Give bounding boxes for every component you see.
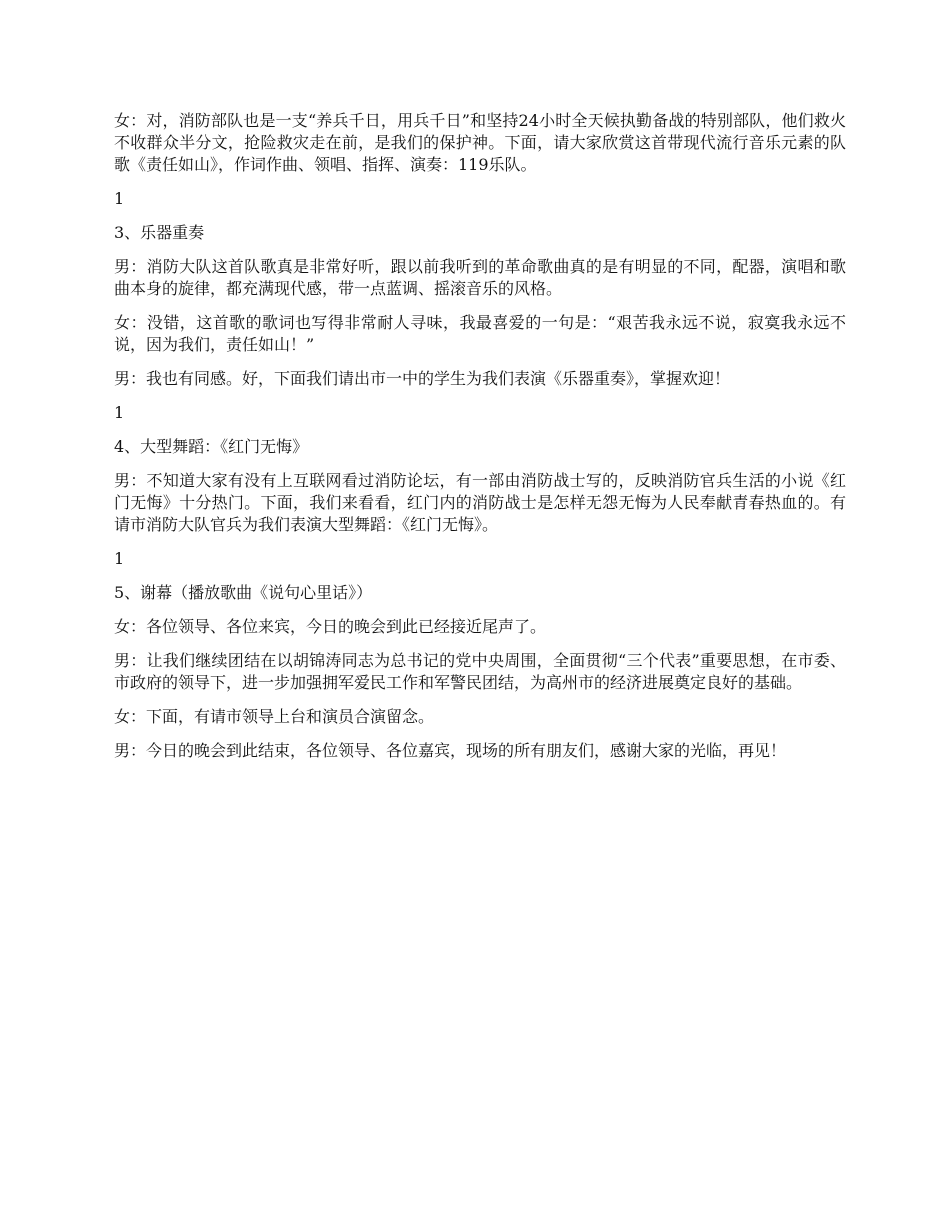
section-heading: 5、谢幕（播放歌曲《说句心里话》）	[114, 583, 373, 602]
section-heading: 3、乐器重奏	[114, 223, 205, 242]
paragraph: 男：我也有同感。好，下面我们请出市一中的学生为我们表演《乐器重奏》，掌握欢迎！	[114, 369, 731, 388]
paragraph: 女：没错，这首歌的歌词也写得非常耐人寻味，我最喜爱的一句是：“艰苦我永远不说，寂寞我永远不说，因为我们，责任如山！”	[114, 313, 846, 354]
paragraph: 女：下面，有请市领导上台和演员合演留念。	[114, 707, 435, 726]
paragraph: 女：对，消防部队也是一支“养兵千日，用兵千日”和坚持24小时全天候执勤备战的特别部队，他们救火不收群众半分文，抢险救灾走在前，是我们的保护神。下面，请大家欣赏这首带现代流行音乐元素的队歌《责任如山》，作词作曲、领唱、指挥、演奏：119乐队。	[114, 111, 846, 174]
paragraph: 男：不知道大家有没有上互联网看过消防论坛，有一部由消防战士写的，反映消防官兵生活的小说《红门无悔》十分热门。下面，我们来看看，红门内的消防战士是怎样无怨无悔为人民奉献青春热血的。有请市消防大队官兵为我们表演大型舞蹈：《红门无悔》。	[114, 471, 846, 534]
page-number: 1	[114, 189, 125, 208]
paragraph: 男：让我们继续团结在以胡锦涛同志为总书记的党中央周围，全面贯彻“三个代表”重要思想，在市委、市政府的领导下，进一步加强拥军爱民工作和军警民团结，为高州市的经济进展奠定良好的基础。	[114, 651, 846, 692]
page-number: 1	[114, 549, 125, 568]
document-page	[114, 110, 846, 774]
paragraph: 女：各位领导、各位来宾，今日的晚会到此已经接近尾声了。	[114, 617, 547, 636]
section-heading: 4、大型舞蹈：《红门无悔》	[114, 437, 309, 456]
paragraph: 男：今日的晚会到此结束，各位领导、各位嘉宾，现场的所有朋友们，感谢大家的光临，再见！	[114, 741, 787, 760]
paragraph: 男：消防大队这首队歌真是非常好听，跟以前我听到的革命歌曲真的是有明显的不同，配器，演唱和歌曲本身的旋律，都充满现代感，带一点蓝调、摇滚音乐的风格。	[114, 257, 846, 298]
page-number: 1	[114, 403, 125, 422]
